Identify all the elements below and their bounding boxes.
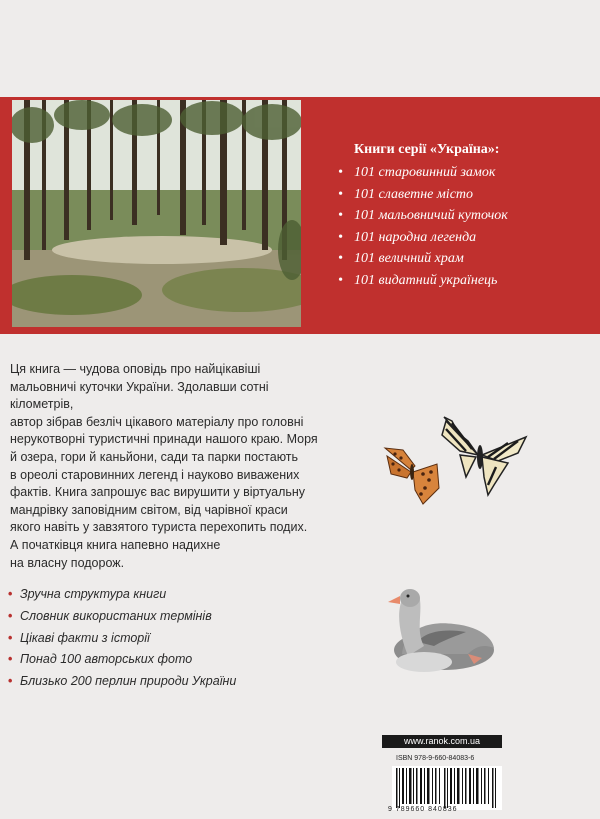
description-line: мальовничі куточки України. Здолавши сотні кілометрів,	[10, 379, 269, 412]
description-line: фактів. Книга запрошує вас вирушити у віртуальну	[10, 485, 306, 500]
description-line: нерукотворні туристичні принади нашого краю. Моря	[10, 432, 318, 447]
series-item: • 101 видатний українець	[338, 272, 498, 288]
goose-image	[384, 584, 496, 676]
description-line: А початківця книга напевно надихне	[10, 537, 221, 552]
description-line: на власну подорож.	[10, 555, 125, 570]
description-line: якого навіть у завзятого туриста перехопить подих.	[10, 520, 308, 535]
description-line: мандрівку заповідним світом, від чарівної краси	[10, 502, 288, 517]
description-line: Ця книга — чудова оповідь про найцікавіші	[10, 362, 261, 376]
barcode-digits: 9 789660 840836	[388, 806, 458, 813]
series-item: • 101 величний храм	[338, 251, 464, 266]
feature-list	[8, 584, 236, 693]
feature-item: • Близько 200 перлин природи України	[8, 674, 237, 689]
feature-item: • Зручна структура книги	[8, 587, 167, 601]
book-description	[10, 361, 322, 572]
fritillary-butterfly-image	[383, 444, 441, 506]
series-title: Книги серії «Україна»:	[354, 142, 500, 157]
feature-item: • Словник використаних термінів	[8, 608, 212, 623]
swallowtail-butterfly-image	[438, 415, 530, 497]
description-line: в ореолі старовинних легенд і науково виважених	[10, 467, 300, 482]
series-list	[332, 162, 592, 291]
feature-item: • Цікаві факти з історії	[8, 630, 150, 645]
forest-photo	[12, 100, 301, 327]
series-item: • 101 народна легенда	[338, 229, 477, 245]
description-line: й озера, гори й каньйони, сади та парки постають	[10, 449, 299, 464]
publisher-url: www.ranok.com.ua	[382, 735, 502, 748]
description-line: автор зібрав безліч цікавого матеріалу про головні	[10, 414, 304, 429]
isbn-label: ISBN 978-9-660-84083-6	[396, 755, 475, 762]
feature-item: • Понад 100 авторських фото	[8, 652, 193, 667]
book-series	[332, 142, 592, 291]
series-item: • 101 старовинний замок	[338, 165, 496, 180]
series-item: • 101 мальовничий куточок	[338, 208, 508, 223]
series-item: • 101 славетне місто	[338, 186, 474, 202]
